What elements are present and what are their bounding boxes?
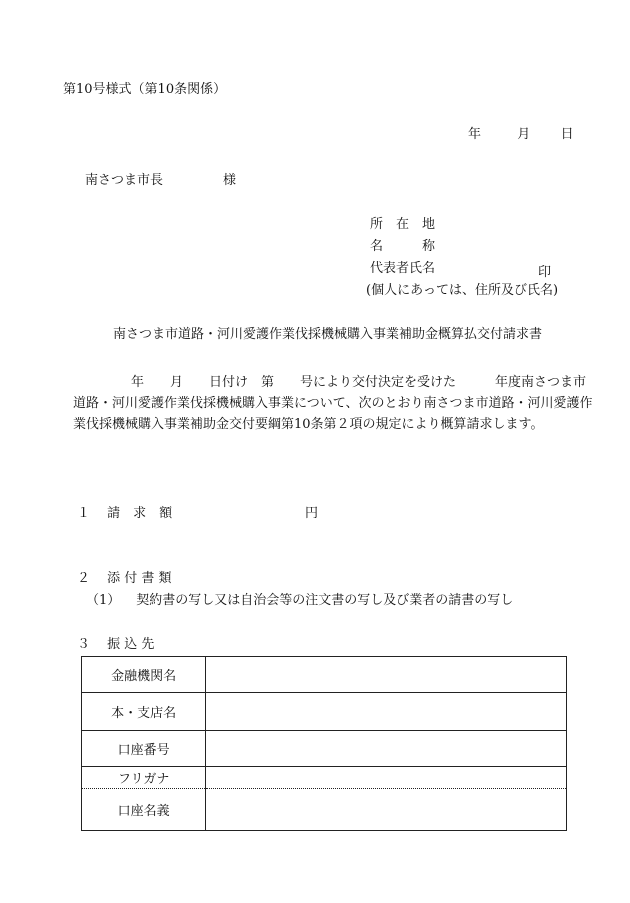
request-amount-label: １ 請 求 額 xyxy=(77,506,173,521)
account-number-field[interactable] xyxy=(206,731,567,767)
name-label: 名 称 xyxy=(370,239,436,254)
bank-account-table xyxy=(81,656,567,831)
attachment-item xyxy=(86,593,513,609)
address-label: 所 在 地 xyxy=(370,217,436,232)
document-title: 南さつま市道路・河川愛護作業伐採機械購入事業補助金概算払交付請求書 xyxy=(113,327,543,342)
attachment-item-text: 契約書の写し又は自治会等の注文書の写し及び業者の請書の写し xyxy=(136,593,514,608)
seal-mark: 印 xyxy=(538,265,552,280)
date-month-label: 月 xyxy=(517,127,531,142)
furigana-label: フリガナ xyxy=(82,767,206,789)
body-line-3: 業伐採機械購入事業補助金交付要綱第10条第２項の規定により概算請求します。 xyxy=(73,417,544,432)
account-holder-label: 口座名義 xyxy=(82,789,206,831)
addressee-name: 南さつま市長 xyxy=(85,173,164,188)
addressee xyxy=(85,173,236,189)
section-attachments-label: ２ 添 付 書 類 xyxy=(77,571,172,586)
table-row xyxy=(82,767,567,789)
bank-name-label: 金融機関名 xyxy=(82,657,206,693)
date-day-label: 日 xyxy=(560,127,574,142)
date-line xyxy=(468,127,574,143)
table-row xyxy=(82,657,567,693)
account-holder-field[interactable] xyxy=(206,789,567,831)
branch-name-field[interactable] xyxy=(206,693,567,731)
table-row xyxy=(82,731,567,767)
table-row xyxy=(82,693,567,731)
document-body xyxy=(73,372,593,435)
branch-name-label: 本・支店名 xyxy=(82,693,206,731)
applicant-block xyxy=(370,217,435,283)
representative-label: 代表者氏名 xyxy=(370,261,436,276)
furigana-field[interactable] xyxy=(206,767,567,789)
date-year-label: 年 xyxy=(468,127,482,142)
attachment-item-number: （1） xyxy=(86,593,121,608)
section-request-amount xyxy=(77,506,319,522)
account-number-label: 口座番号 xyxy=(82,731,206,767)
amount-unit: 円 xyxy=(305,506,319,521)
addressee-honorific: 様 xyxy=(223,173,237,188)
body-line-1: 年 月 日付け 第 号により交付決定を受けた 年度南さつま市 xyxy=(131,375,587,390)
body-line-2: 道路・河川愛護作業伐採機械購入事業について、次のとおり南さつま市道路・河川愛護作 xyxy=(73,396,593,411)
section-transfer-label: ３ 振 込 先 xyxy=(77,637,155,652)
form-number: 第10号様式（第10条関係） xyxy=(63,82,227,97)
table-row xyxy=(82,789,567,831)
bank-name-field[interactable] xyxy=(206,657,567,693)
individual-note: (個人にあっては、住所及び氏名) xyxy=(366,283,559,298)
